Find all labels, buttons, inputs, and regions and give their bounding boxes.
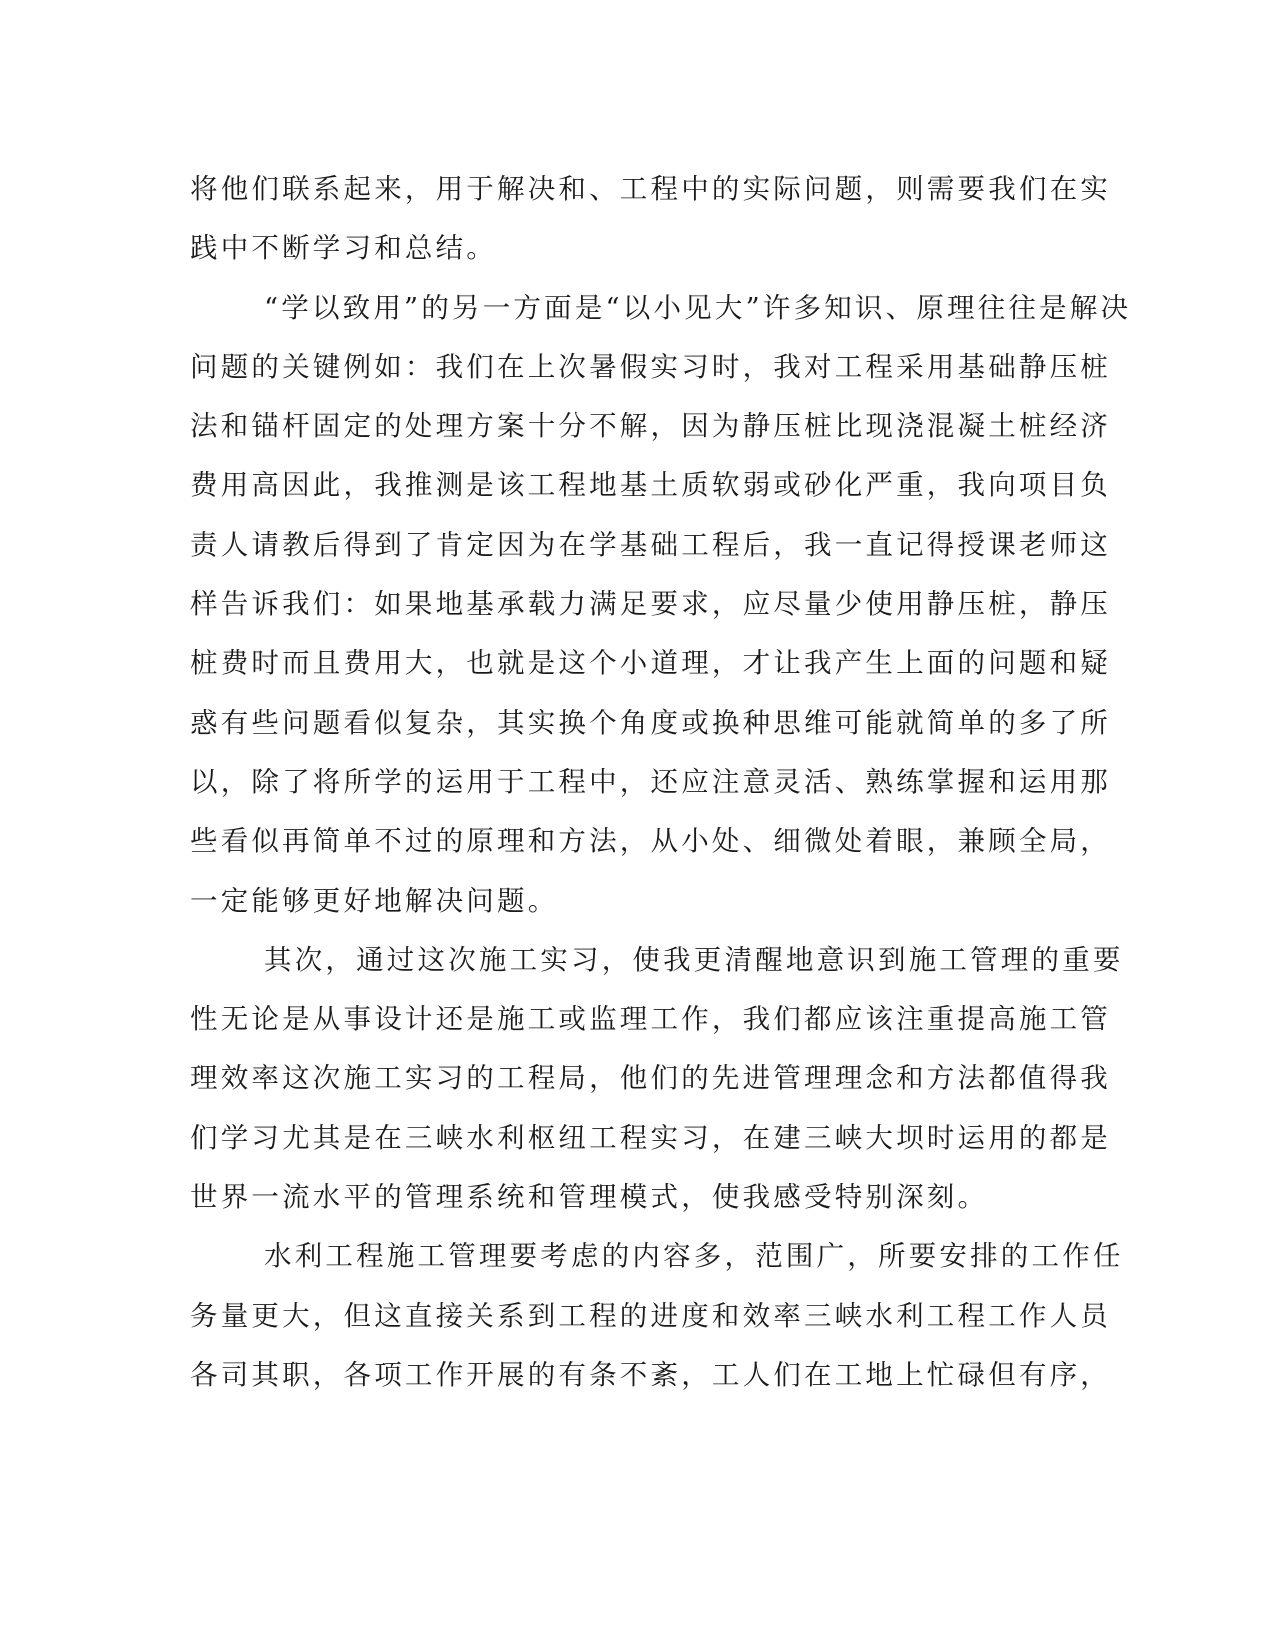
text-line: 性无论是从事设计还是施工或监理工作，我们都应该注重提高施工管 — [190, 1003, 1111, 1036]
text-line: 世界一流水平的管理系统和管理模式，使我感受特别深刻。 — [190, 1181, 989, 1214]
paragraph-start-line: “学以致用”的另一方面是“以小见大”许多知识、原理往往是解决 — [264, 291, 1132, 324]
paragraph-start-line: 水利工程施工管理要考虑的内容多，范围广，所要安排的工作任 — [264, 1240, 1124, 1273]
text-line: 问题的关键例如：我们在上次暑假实习时，我对工程采用基础静压桩 — [190, 350, 1111, 383]
text-line: 样告诉我们：如果地基承载力满足要求，应尽量少使用静压桩，静压 — [190, 588, 1111, 621]
text-line: 各司其职，各项工作开展的有条不紊，工人们在工地上忙碌但有序， — [190, 1358, 1111, 1391]
text-line: 桩费时而且费用大，也就是这个小道理，才让我产生上面的问题和疑 — [190, 647, 1111, 680]
text-line: 法和锚杆固定的处理方案十分不解，因为静压桩比现浇混凝土桩经济 — [190, 410, 1111, 443]
paragraph-start-line: 其次，通过这次施工实习，使我更清醒地意识到施工管理的重要 — [264, 943, 1124, 976]
body-text — [190, 160, 1132, 1405]
text-line: 一定能够更好地解决问题。 — [190, 884, 559, 917]
text-line: 将他们联系起来，用于解决和、工程中的实际问题，则需要我们在实 — [190, 173, 1111, 205]
text-line: 惑有些问题看似复杂，其实换个角度或换种思维可能就简单的多了所 — [190, 706, 1111, 739]
text-line: 些看似再简单不过的原理和方法，从小处、细微处着眼，兼顾全局， — [190, 825, 1111, 858]
text-line: 以，除了将所学的运用于工程中，还应注意灵活、熟练掌握和运用那 — [190, 765, 1111, 798]
text-line: 们学习尤其是在三峡水利枢纽工程实习，在建三峡大坝时运用的都是 — [190, 1121, 1111, 1154]
text-line: 理效率这次施工实习的工程局，他们的先进管理理念和方法都值得我 — [190, 1062, 1111, 1095]
text-line: 费用高因此，我推测是该工程地基土质软弱或砂化严重，我向项目负 — [190, 469, 1111, 502]
text-line: 责人请教后得到了肯定因为在学基础工程后，我一直记得授课老师这 — [190, 528, 1111, 561]
text-line: 务量更大，但这直接关系到工程的进度和效率三峡水利工程工作人员 — [190, 1299, 1111, 1332]
text-line: 践中不断学习和总结。 — [190, 232, 497, 265]
